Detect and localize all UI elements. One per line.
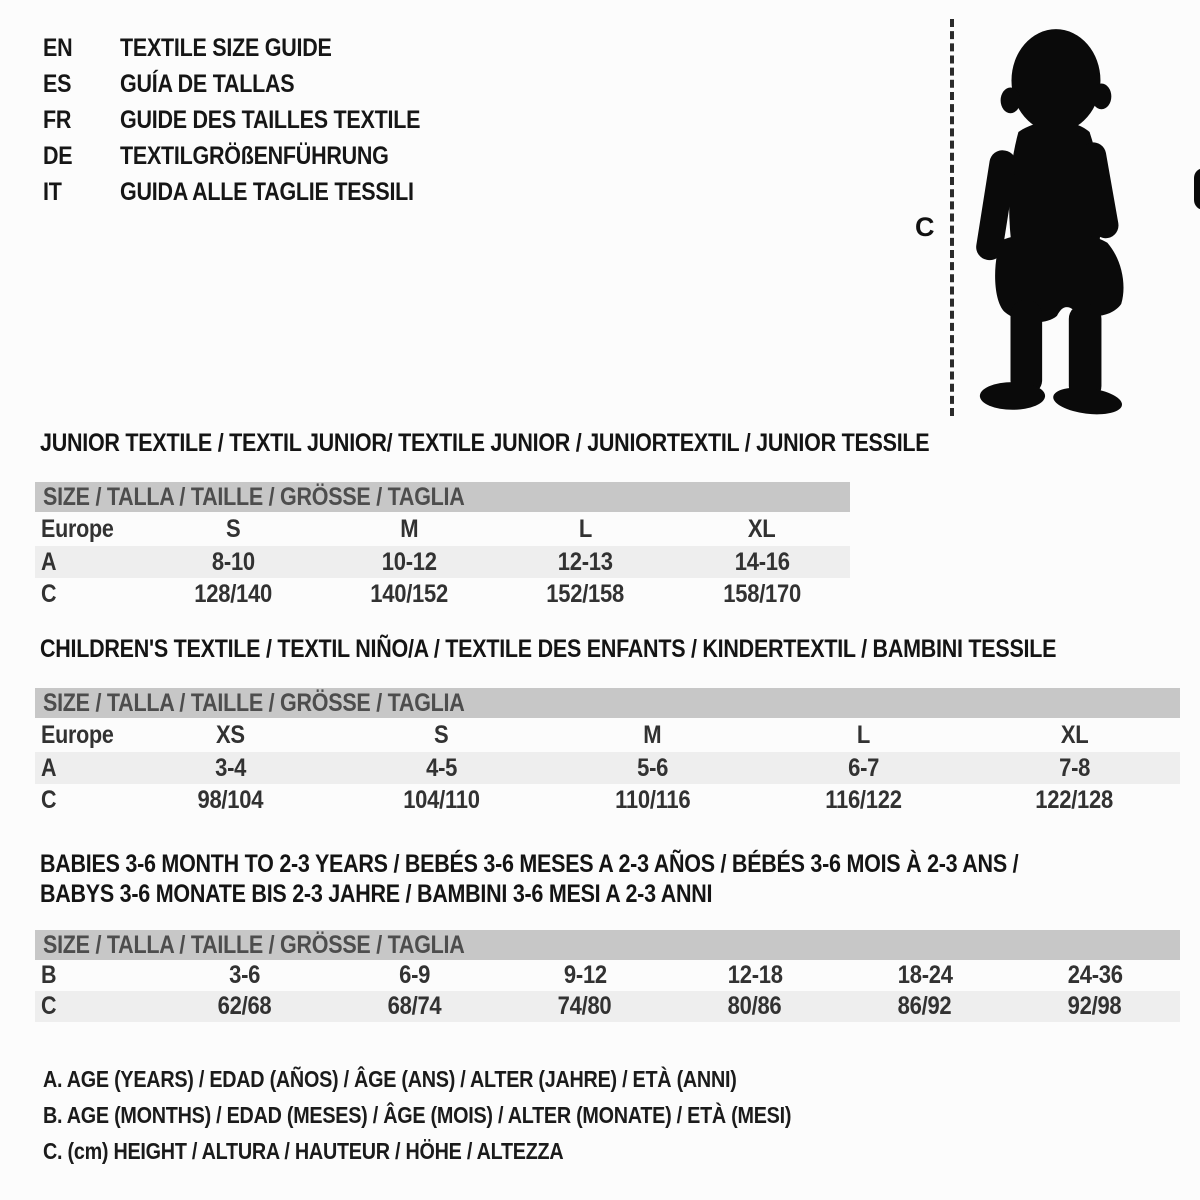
row-label-text: C — [41, 579, 57, 608]
babies-section-heading-line1: BABIES 3-6 MONTH TO 2-3 YEARS / BEBÉS 3-6 MESES A 2-3 AÑOS / BÉBÉS 3-6 MOIS À 2-3 ANS / — [40, 850, 1019, 878]
legend-line-text: A. AGE (YEARS) / EDAD (AÑOS) / ÂGE (ANS) / ALTER (JAHRE) / ETÀ (ANNI) — [43, 1065, 737, 1092]
size-cell-text: 12-18 — [727, 961, 783, 989]
size-cell — [125, 754, 336, 783]
language-code-text: IT — [43, 177, 62, 206]
size-cell — [758, 786, 969, 815]
language-title — [120, 178, 462, 207]
size-cell-text: 158/170 — [723, 579, 801, 608]
size-cell — [498, 548, 674, 577]
size-cell — [336, 721, 547, 750]
size-cell-text: 8-10 — [211, 547, 255, 576]
size-cell-text: 116/122 — [825, 785, 902, 814]
language-title — [120, 70, 323, 99]
table-row-height — [35, 578, 850, 610]
measure-legend — [43, 1061, 913, 1169]
children-section-heading — [35, 636, 1180, 662]
height-measure-figure — [905, 0, 1200, 432]
size-cell-text: M — [400, 514, 419, 543]
size-cell — [160, 992, 330, 1021]
size-cell — [145, 515, 321, 544]
size-header-text: SIZE / TALLA / TAILLE / GRÖSSE / TAGLIA — [43, 930, 465, 959]
size-cell-text: S — [225, 514, 241, 543]
babies-textile-section — [35, 849, 1180, 1022]
language-row — [43, 102, 469, 138]
size-cell — [758, 721, 969, 750]
size-cell-text: 62/68 — [218, 992, 272, 1020]
size-header-bar — [35, 930, 1180, 960]
size-cell — [670, 961, 840, 990]
size-cell-text: 14-16 — [734, 547, 790, 576]
table-row-europe — [35, 512, 850, 546]
size-cell — [500, 961, 670, 990]
size-cell-text: 6-9 — [399, 961, 431, 989]
size-cell-text: 5-6 — [636, 753, 668, 782]
legend-line-text: C. (cm) HEIGHT / ALTURA / HAUTEUR / HÖHE / ALTEZZA — [43, 1137, 564, 1164]
size-cell — [145, 548, 321, 577]
size-cell-text: 104/110 — [403, 785, 480, 814]
size-cell — [500, 992, 670, 1021]
size-cell — [336, 754, 547, 783]
size-header-bar — [35, 482, 850, 512]
row-label — [35, 721, 125, 750]
language-row — [43, 30, 469, 66]
language-title-text: GUÍA DE TALLAS — [120, 69, 295, 98]
size-cell-text: 3-4 — [214, 753, 246, 782]
size-cell — [547, 786, 758, 815]
size-cell-text: 98/104 — [197, 785, 264, 814]
size-cell-text: 9-12 — [563, 961, 607, 989]
size-cell — [160, 961, 330, 990]
size-cell — [969, 786, 1180, 815]
language-title-block — [43, 30, 469, 210]
language-code — [43, 34, 120, 63]
size-cell — [758, 754, 969, 783]
size-cell-text: 24-36 — [1067, 961, 1123, 989]
height-measure-dashed-line — [950, 19, 954, 416]
size-cell-text: S — [434, 720, 449, 749]
language-row — [43, 66, 469, 102]
size-cell — [321, 548, 497, 577]
language-title-text: TEXTILGRÖßENFÜHRUNG — [120, 141, 389, 170]
language-title-text: TEXTILE SIZE GUIDE — [120, 33, 332, 62]
size-cell — [330, 992, 500, 1021]
size-cell-text: 86/92 — [898, 992, 952, 1020]
size-cell — [547, 721, 758, 750]
language-title-text: GUIDE DES TAILLES TEXTILE — [120, 105, 421, 134]
language-code-text: EN — [43, 33, 73, 62]
measure-c-label: C — [915, 212, 935, 242]
language-code — [43, 106, 120, 135]
row-label — [35, 548, 145, 577]
legend-line-age-years — [43, 1061, 913, 1097]
size-cell-text: XL — [1060, 720, 1089, 749]
row-label-text: Europe — [41, 514, 114, 543]
row-label-text: A — [41, 547, 57, 576]
row-label — [35, 754, 125, 783]
junior-textile-section — [35, 429, 930, 610]
row-label — [35, 992, 160, 1021]
row-label-text: A — [41, 753, 57, 782]
row-label-text: B — [41, 961, 57, 989]
table-row-height — [35, 991, 1180, 1022]
size-cell — [674, 580, 850, 609]
table-row-europe — [35, 718, 1180, 752]
language-code — [43, 142, 120, 171]
language-row — [43, 174, 469, 210]
row-label-text: C — [41, 992, 57, 1020]
size-header-bar — [35, 688, 1180, 718]
size-cell-text: XS — [216, 720, 245, 749]
table-row-height — [35, 784, 1180, 816]
size-cell — [321, 515, 497, 544]
size-cell-text: 18-24 — [897, 961, 953, 989]
size-cell-text: 3-6 — [229, 961, 261, 989]
edge-artifact-mark — [1194, 168, 1200, 210]
size-cell — [145, 580, 321, 609]
size-header-text: SIZE / TALLA / TAILLE / GRÖSSE / TAGLIA — [43, 482, 465, 511]
children-textile-section — [35, 636, 1180, 816]
size-cell-text: 74/80 — [558, 992, 612, 1020]
size-cell-text: 4-5 — [425, 753, 457, 782]
size-cell — [336, 786, 547, 815]
language-title — [120, 34, 366, 63]
size-cell-text: 68/74 — [388, 992, 442, 1020]
size-cell — [125, 786, 336, 815]
size-cell-text: M — [643, 720, 662, 749]
row-label — [35, 961, 160, 990]
size-cell-text: 122/128 — [1035, 785, 1114, 814]
row-label — [35, 515, 145, 544]
size-cell-text: 10-12 — [381, 547, 437, 576]
size-cell — [498, 515, 674, 544]
size-cell-text: 80/86 — [728, 992, 782, 1020]
babies-section-heading-line2: BABYS 3-6 MONATE BIS 2-3 JAHRE / BAMBINI 3-6 MESI A 2-3 ANNI — [40, 880, 713, 908]
language-code-text: FR — [43, 105, 72, 134]
row-label — [35, 786, 125, 815]
table-row-age — [35, 546, 850, 578]
size-cell — [547, 754, 758, 783]
language-code — [43, 178, 120, 207]
size-cell — [498, 580, 674, 609]
size-cell-text: L — [579, 514, 593, 543]
size-cell-text: 12-13 — [558, 547, 614, 576]
legend-line-height-cm — [43, 1133, 913, 1169]
size-cell-text: L — [856, 720, 871, 749]
table-row-months — [35, 960, 1180, 991]
size-cell-text: 140/152 — [370, 579, 449, 608]
size-cell — [1010, 992, 1180, 1021]
size-header-text: SIZE / TALLA / TAILLE / GRÖSSE / TAGLIA — [43, 688, 465, 717]
size-cell — [840, 992, 1010, 1021]
row-label-text: C — [41, 785, 57, 814]
size-cell — [674, 548, 850, 577]
size-cell-text: 7-8 — [1058, 753, 1090, 782]
language-code-text: DE — [43, 141, 73, 170]
language-title — [120, 142, 432, 171]
language-code-text: ES — [43, 69, 72, 98]
size-cell-text: 152/158 — [546, 579, 625, 608]
size-cell-text: 110/116 — [614, 785, 691, 814]
row-label-text: Europe — [41, 720, 114, 749]
size-cell — [670, 992, 840, 1021]
language-title-text: GUIDA ALLE TAGLIE TESSILI — [120, 177, 414, 206]
size-cell-text: 128/140 — [194, 579, 272, 608]
size-cell-text: 92/98 — [1068, 992, 1122, 1020]
language-code — [43, 70, 120, 99]
size-cell — [125, 721, 336, 750]
children-section-heading-text: CHILDREN'S TEXTILE / TEXTIL NIÑO/A / TEXTILE DES ENFANTS / KINDERTEXTIL / BAMBINI TESSILE — [40, 635, 1057, 663]
size-cell-text: XL — [748, 514, 776, 543]
language-row — [43, 138, 469, 174]
babies-section-heading — [35, 849, 1180, 909]
size-cell — [674, 515, 850, 544]
junior-section-heading-text: JUNIOR TEXTILE / TEXTIL JUNIOR/ TEXTILE JUNIOR / JUNIORTEXTIL / JUNIOR TESSILE — [40, 429, 930, 457]
size-cell — [330, 961, 500, 990]
legend-line-age-months — [43, 1097, 913, 1133]
table-row-age — [35, 752, 1180, 784]
language-title — [120, 106, 469, 135]
size-cell — [321, 580, 497, 609]
size-cell-text: 6-7 — [847, 753, 879, 782]
size-cell — [1010, 961, 1180, 990]
size-cell — [969, 721, 1180, 750]
row-label — [35, 580, 145, 609]
size-cell — [840, 961, 1010, 990]
size-cell — [969, 754, 1180, 783]
toddler-silhouette-image — [967, 19, 1140, 416]
junior-section-heading — [35, 429, 930, 457]
legend-line-text: B. AGE (MONTHS) / EDAD (MESES) / ÂGE (MOIS) / ALTER (MONATE) / ETÀ (MESI) — [43, 1101, 792, 1128]
